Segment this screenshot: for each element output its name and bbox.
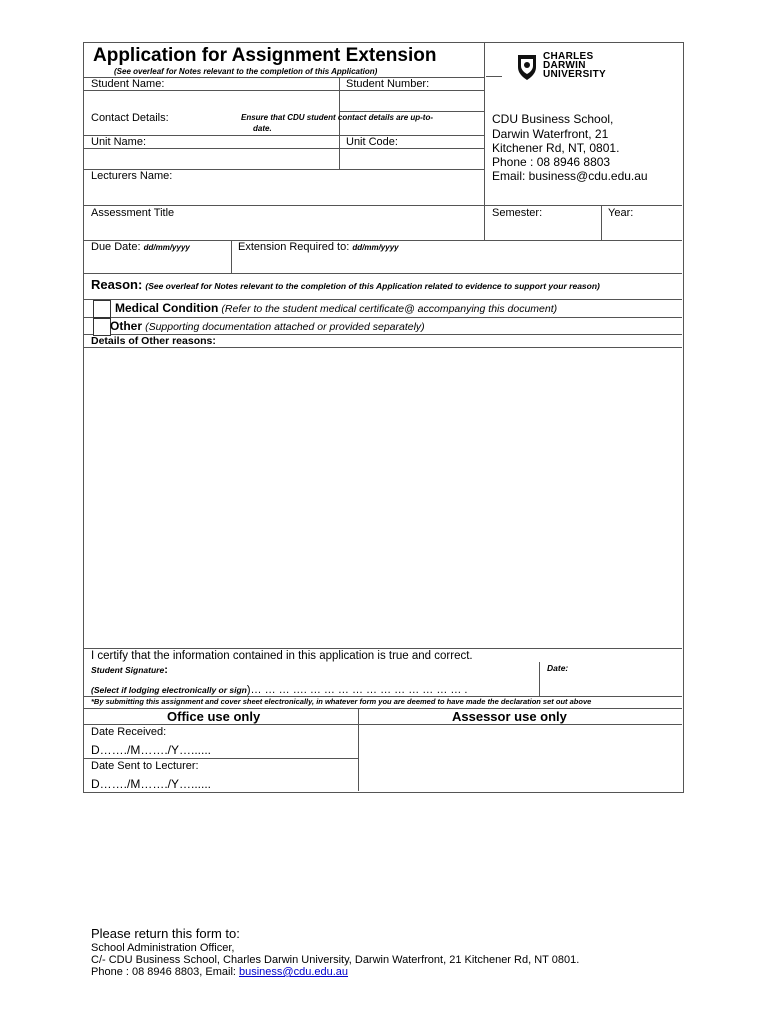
student-number-label: Student Number: <box>346 78 430 90</box>
date-received-label: Date Received: <box>91 726 167 738</box>
date-sent-value: D……./M……./Y…...... <box>91 777 212 791</box>
university-logo <box>516 51 626 83</box>
due-date-label: Due Date: dd/mm/yyyy <box>91 241 190 253</box>
other-reason-checkbox[interactable] <box>93 318 111 336</box>
due-date-format: dd/mm/yyyy <box>143 243 190 252</box>
contact-note-line-2: date. <box>253 124 272 133</box>
address-line-2: Darwin Waterfront, 21 <box>492 127 609 141</box>
footer-line-2: C/- CDU Business School, Charles Darwin University, Darwin Waterfront, 21 Kitchener Rd, NT 0801. <box>91 954 580 966</box>
select-electronic-row <box>91 684 468 696</box>
cdu-shield-icon <box>516 53 538 81</box>
medical-condition-checkbox[interactable] <box>93 300 111 318</box>
footer-heading: Please return this form to: <box>91 926 240 941</box>
reason-note: (See overleaf for Notes relevant to the completion of this Application related to evidence to support your reason) <box>145 281 600 291</box>
select-electronic-note: (Select if lodging electronically or sign <box>91 685 247 695</box>
assessor-use-heading: Assessor use only <box>452 709 567 724</box>
reason-label: Reason: <box>91 277 143 292</box>
lecturers-name-label: Lecturers Name: <box>91 170 173 182</box>
student-name-label: Student Name: <box>91 78 165 90</box>
contact-details-label: Contact Details: <box>91 112 169 124</box>
logo-line-2: DARWIN <box>543 60 586 71</box>
footer-email-link[interactable]: business@cdu.edu.au <box>239 966 349 978</box>
details-other-reasons-area[interactable] <box>84 348 682 648</box>
address-line-3: Kitchener Rd, NT, 0801. <box>492 141 620 155</box>
reason-row <box>91 279 600 292</box>
medical-condition-row <box>115 302 557 315</box>
logo-line-3: UNIVERSITY <box>543 69 607 80</box>
address-line-1: CDU Business School, <box>492 112 614 126</box>
signature-date-label: Date: <box>547 663 569 673</box>
logo-line-1: CHARLES <box>543 51 594 62</box>
extension-required-label: Extension Required to: dd/mm/yyyy <box>238 241 399 253</box>
address-phone: Phone : 08 8946 8803 <box>492 155 611 169</box>
details-other-reasons-label: Details of Other reasons: <box>91 335 216 347</box>
other-reason-note: (Supporting documentation attached or provided separately) <box>145 321 425 333</box>
extension-date-format: dd/mm/yyyy <box>352 243 399 252</box>
footer-line-1: School Administration Officer, <box>91 942 235 954</box>
certify-statement: I certify that the information contained in this application is true and correct. <box>91 650 473 662</box>
semester-label: Semester: <box>492 207 543 219</box>
signature-dots: )… … … …. … … … … … … … … … … … . <box>246 684 468 696</box>
year-label: Year: <box>608 207 634 219</box>
footer-line-3: Phone : 08 8946 8803, Email: business@cdu.edu.au <box>91 966 349 978</box>
student-signature-row: Student Signature: <box>91 664 168 676</box>
date-received-value: D……./M……./Y…...... <box>91 743 212 757</box>
other-reason-label: Other <box>110 319 143 333</box>
student-signature-label: Student Signature <box>91 665 165 675</box>
assessment-title-label: Assessment Title <box>91 207 175 219</box>
unit-code-label: Unit Code: <box>346 136 398 148</box>
other-reason-row <box>110 320 425 333</box>
date-sent-label: Date Sent to Lecturer: <box>91 760 199 772</box>
page-title: Application for Assignment Extension <box>93 45 437 66</box>
medical-condition-note: (Refer to the student medical certificate@ accompanying this document) <box>221 303 558 315</box>
right-column-divider <box>484 42 485 240</box>
medical-condition-label: Medical Condition <box>115 301 219 315</box>
office-use-heading: Office use only <box>167 709 261 724</box>
page-subtitle: (See overleaf for Notes relevant to the completion of this Application) <box>114 67 378 76</box>
contact-note-line-1: Ensure that CDU student contact details are up-to- <box>241 113 434 122</box>
electronic-submission-note: *By submitting this assignment and cover sheet electronically, in whatever form you are deemed to have made the declaration set out above <box>91 697 592 706</box>
address-email: Email: business@cdu.edu.au <box>492 169 648 183</box>
unit-name-label: Unit Name: <box>91 136 147 148</box>
